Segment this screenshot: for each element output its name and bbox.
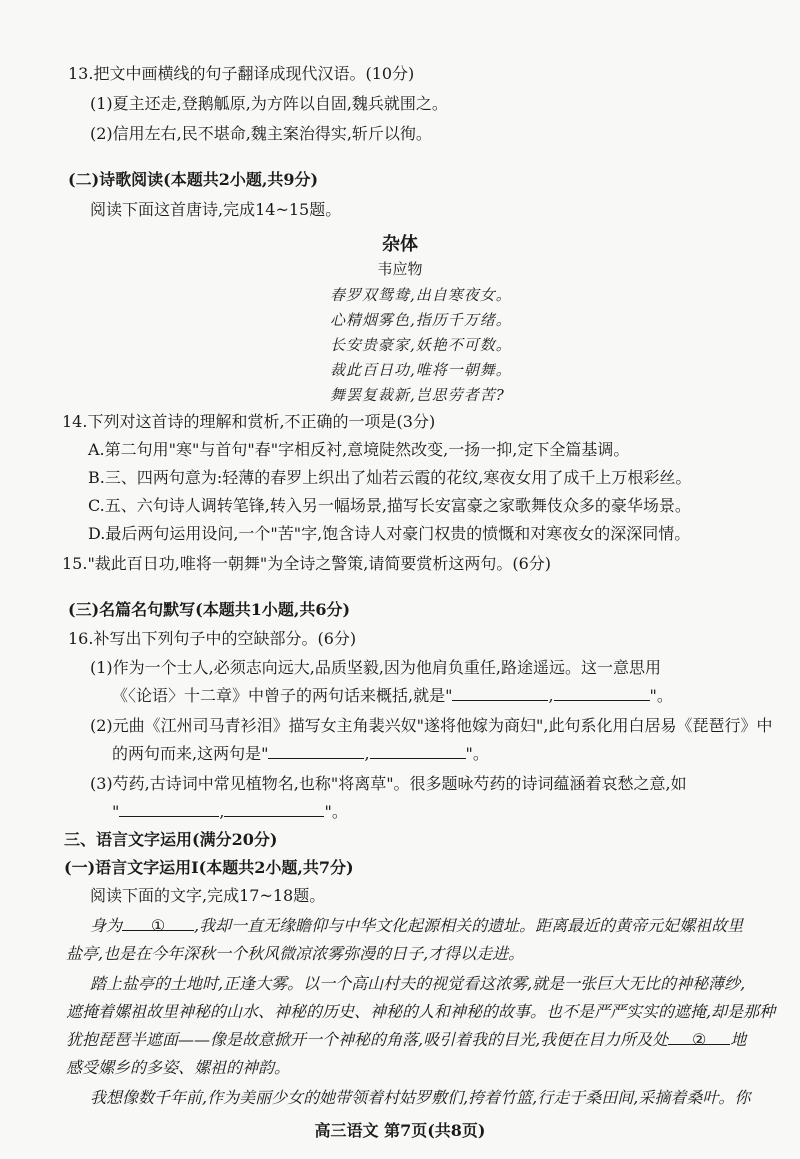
poem-line: 心精烟雾色,指历千万绪。 bbox=[330, 311, 512, 329]
q14-option-b: B.三、四两句意为:轻薄的春罗上织出了灿若云霞的花纹,寒夜女用了成千上万根彩丝。 bbox=[88, 468, 692, 487]
part3-sub-header: (一)语言文字运用Ⅰ(本题共2小题,共7分) bbox=[64, 858, 354, 877]
passage-line: 遮掩着嫘祖故里神秘的山水、神秘的历史、神秘的人和神秘的故事。也不是严严实实的遮掩,却是那种 bbox=[66, 1002, 776, 1021]
poem-line: 长安贵豪家,妖艳不可数。 bbox=[330, 336, 512, 354]
passage-line: 感受嫘乡的多姿、嫘祖的神韵。 bbox=[66, 1058, 291, 1077]
q16-item-3: (3)芍药,古诗词中常见植物名,也称"将离草"。很多题咏芍药的诗词蕴涵着哀愁之意,如 bbox=[90, 774, 687, 793]
passage-line: 身为 ① ,我却一直无缘瞻仰与中华文化起源相关的遗址。距离最近的黄帝元妃嫘祖故里 bbox=[90, 916, 744, 935]
q16-item-3-fill: " , "。 bbox=[112, 802, 348, 821]
q16-item-2: (2)元曲《江州司马青衫泪》描写女主角裴兴奴"遂将他嫁为商妇",此句系化用白居易《琵琶行》中 bbox=[90, 716, 773, 735]
q14-option-a: A.第二句用"寒"与首句"春"字相反衬,意境陡然改变,一扬一抑,定下全篇基调。 bbox=[88, 440, 630, 459]
poem-line: 裁此百日功,唯将一朝舞。 bbox=[330, 361, 512, 379]
q14-option-c: C.五、六句诗人调转笔锋,转入另一幅场景,描写长安富豪之家歌舞伎众多的豪华场景。 bbox=[88, 496, 691, 515]
q14-option-d: D.最后两句运用设问,一个"苦"字,饱含诗人对豪门权贵的愤慨和对寒夜女的深深同情。 bbox=[88, 524, 691, 543]
q16-item-1-fill: 《〈论语〉十二章》中曾子的两句话来概括,就是" , "。 bbox=[112, 686, 673, 705]
poetry-intro: 阅读下面这首唐诗,完成14~15题。 bbox=[90, 200, 342, 219]
poem-title: 杂体 bbox=[382, 234, 418, 255]
q13-sentence-1: (1)夏主还走,登鹅觚原,为方阵以自固,魏兵就围之。 bbox=[90, 94, 448, 113]
q14-stem: 14.下列对这首诗的理解和赏析,不正确的一项是(3分) bbox=[62, 412, 436, 431]
q16-item-1: (1)作为一个士人,必须志向远大,品质坚毅,因为他肩负重任,路途遥远。这一意思用 bbox=[90, 658, 662, 677]
page-footer: 高三语文 第7页(共8页) bbox=[314, 1121, 486, 1140]
q16-item-2-fill: 的两句而来,这两句是" , "。 bbox=[112, 744, 489, 763]
passage-line: 盐亭,也是在今年深秋一个秋风微凉浓雾弥漫的日子,才得以走进。 bbox=[66, 944, 525, 963]
blank-marker-1[interactable]: ① bbox=[122, 916, 194, 931]
section-poetry-header: (二)诗歌阅读(本题共2小题,共9分) bbox=[68, 170, 319, 189]
q13-sentence-2: (2)信用左右,民不堪命,魏主案治得实,斩斤以徇。 bbox=[90, 124, 432, 143]
section-recitation-header: (三)名篇名句默写(本题共1小题,共6分) bbox=[68, 600, 351, 619]
poem-line: 春罗双鸳鸯,出自寒夜女。 bbox=[330, 286, 512, 304]
answer-blank[interactable] bbox=[452, 686, 548, 701]
answer-blank[interactable] bbox=[268, 744, 364, 759]
passage-line: 我想像数千年前,作为美丽少女的她带领着村姑罗敷们,挎着竹篮,行走于桑田间,采摘着桑叶。你 bbox=[90, 1088, 751, 1107]
part3-intro: 阅读下面的文字,完成17~18题。 bbox=[90, 886, 326, 905]
q15-stem: 15."裁此百日功,唯将一朝舞"为全诗之警策,请简要赏析这两句。(6分) bbox=[62, 554, 552, 573]
passage-line: 犹抱琵琶半遮面——像是故意掀开一个神秘的角落,吸引着我的目光,我便在目力所及处 ② 地 bbox=[66, 1030, 747, 1049]
answer-blank[interactable] bbox=[370, 744, 466, 759]
passage-line: 踏上盐亭的土地时,正逢大雾。以一个高山村夫的视觉看这浓雾,就是一张巨大无比的神秘薄纱, bbox=[90, 974, 746, 993]
poem-line: 舞罢复裁新,岂思劳者苦? bbox=[330, 386, 505, 404]
answer-blank[interactable] bbox=[554, 686, 650, 701]
answer-blank[interactable] bbox=[119, 802, 219, 817]
q16-stem: 16.补写出下列句子中的空缺部分。(6分) bbox=[68, 629, 357, 648]
blank-marker-2[interactable]: ② bbox=[668, 1030, 730, 1045]
poem-author: 韦应物 bbox=[377, 260, 423, 278]
q13-stem: 13.把文中画横线的句子翻译成现代汉语。(10分) bbox=[68, 64, 415, 83]
answer-blank[interactable] bbox=[224, 802, 324, 817]
part3-header: 三、语言文字运用(满分20分) bbox=[64, 830, 278, 849]
